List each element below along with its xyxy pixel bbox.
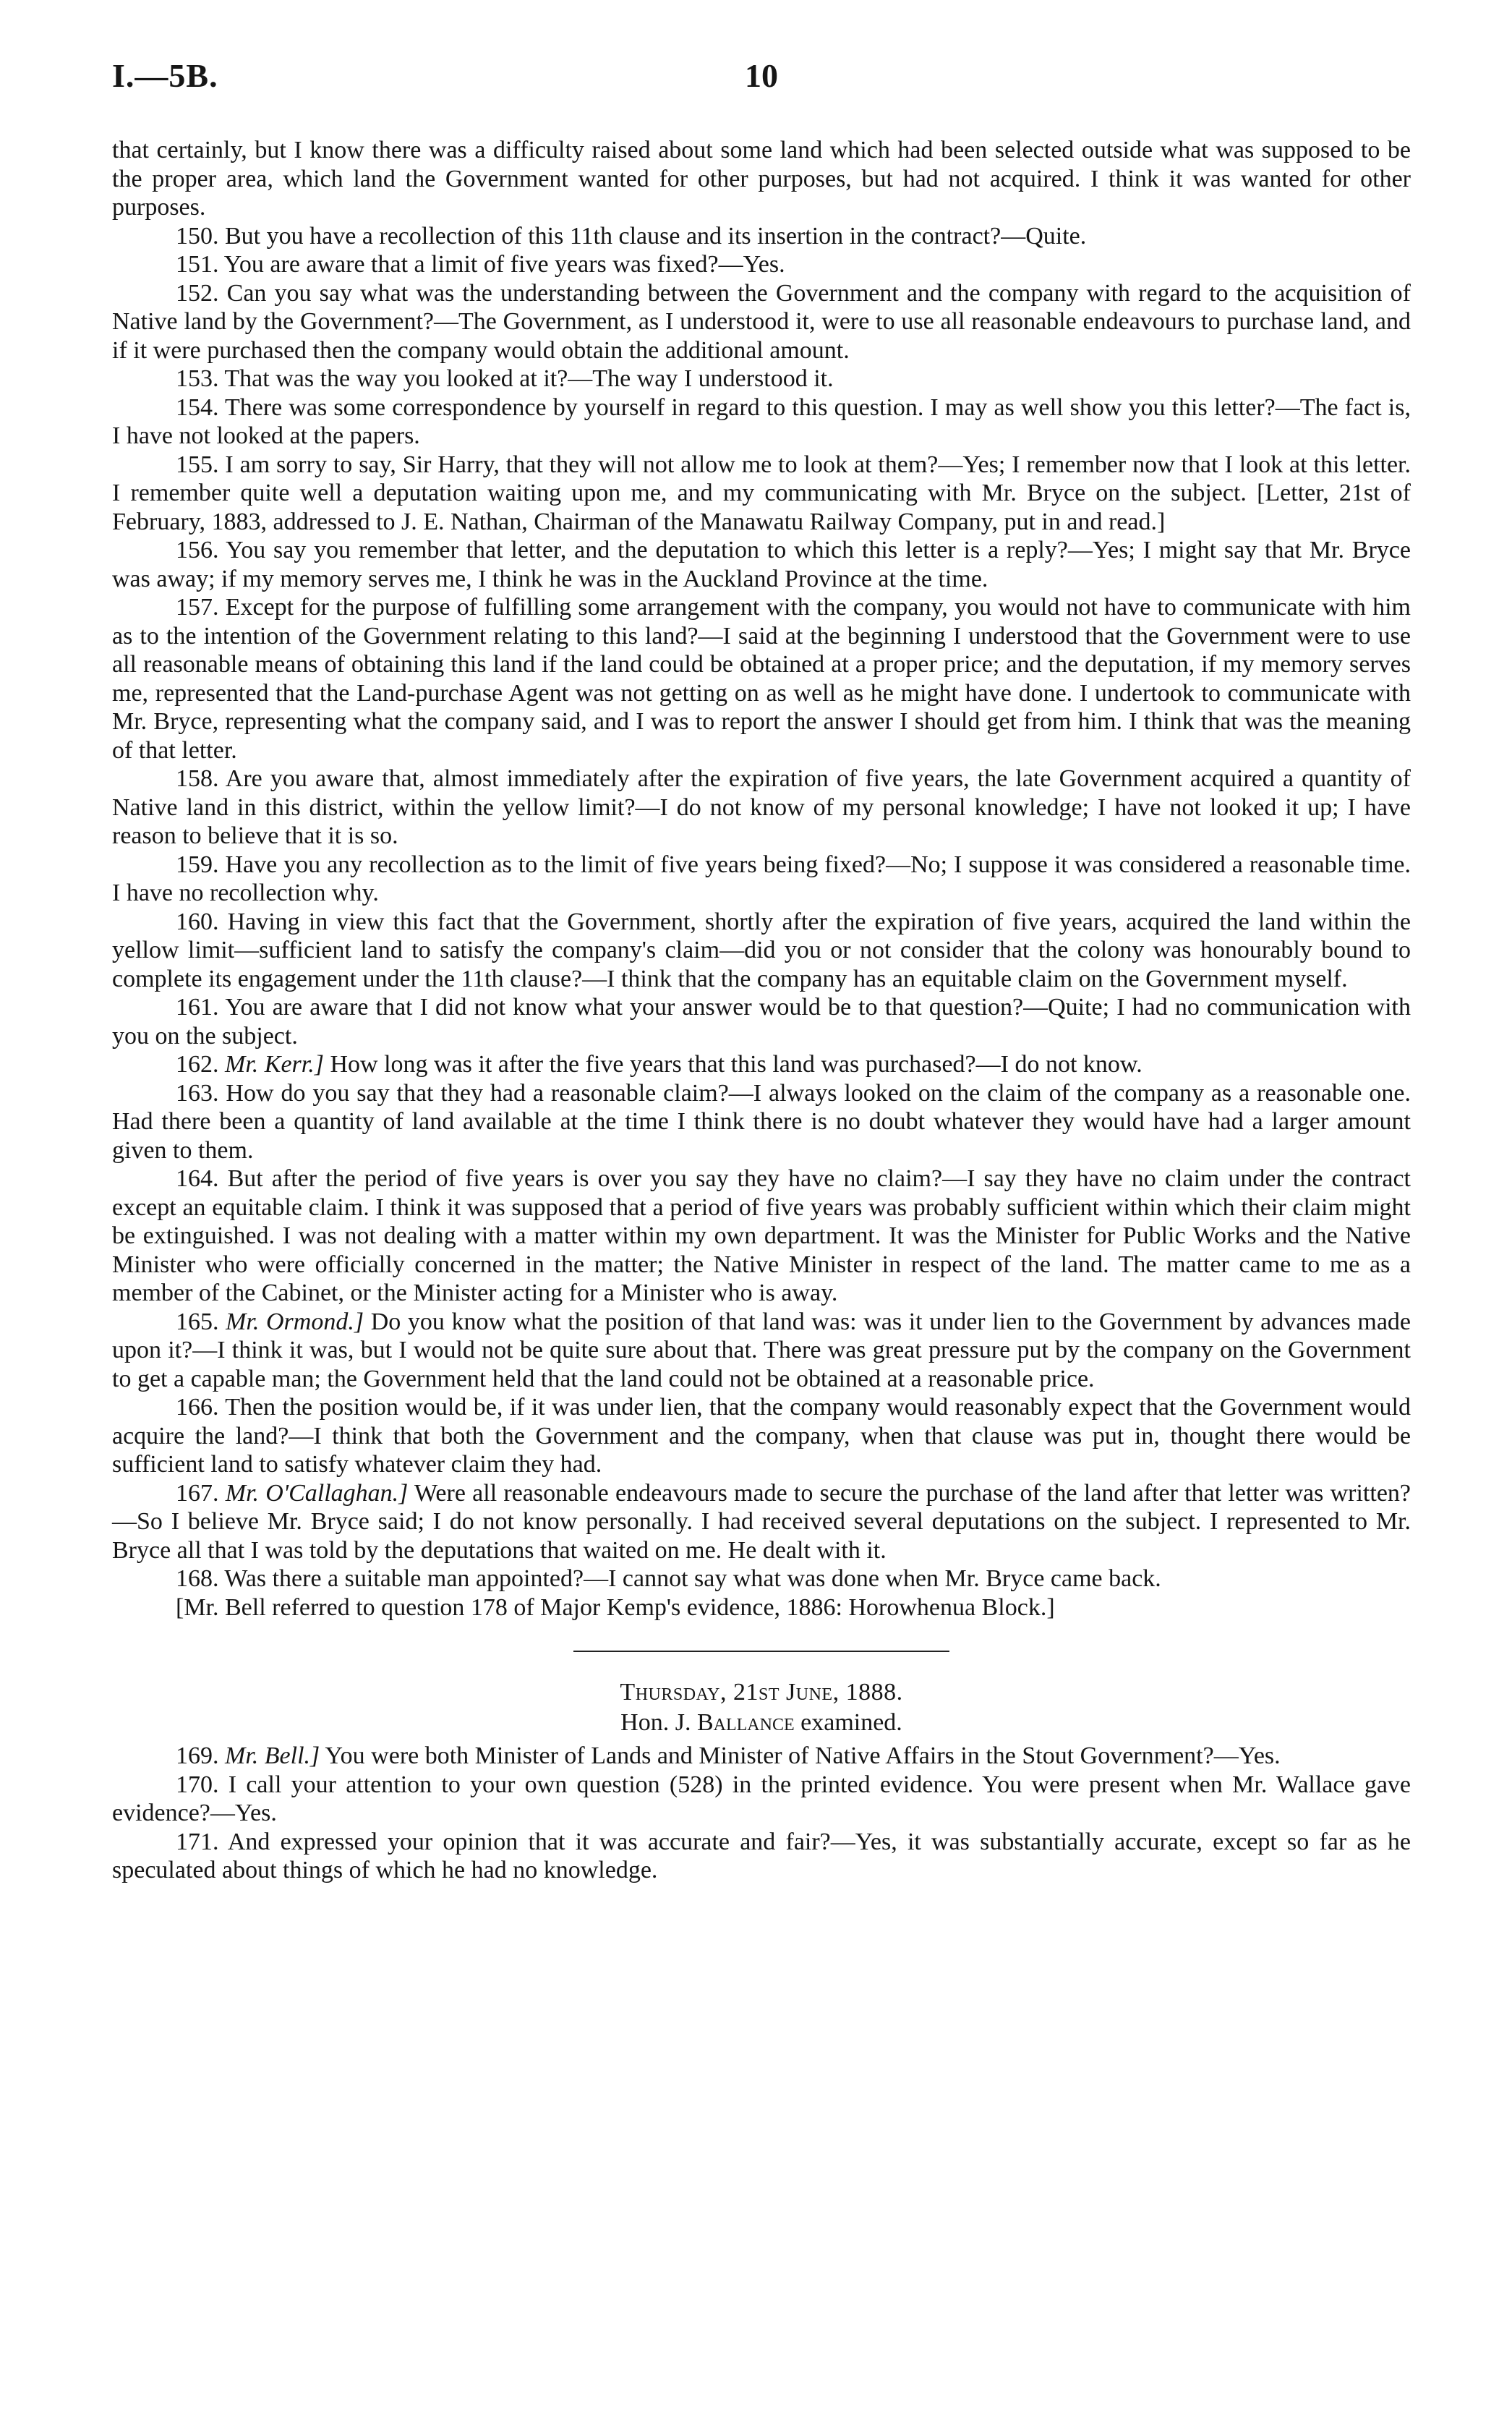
- document-body: [112, 136, 1411, 1885]
- session-date: Thursday, 21st June, 1888.: [620, 1679, 903, 1706]
- question-number: 151.: [176, 251, 219, 278]
- question-number: 166.: [176, 1394, 219, 1421]
- question-paragraph: [112, 451, 1411, 537]
- document-reference: I.—5B.: [112, 57, 218, 94]
- question-paragraph: [112, 1479, 1411, 1565]
- question-paragraph: [112, 1050, 1411, 1079]
- question-number: 158.: [176, 765, 219, 792]
- question-number: 169.: [176, 1742, 219, 1769]
- question-paragraph: [112, 1393, 1411, 1479]
- question-paragraph: [112, 1308, 1411, 1394]
- question-paragraph: [112, 365, 1411, 393]
- speaker-name: Mr. Ormond.]: [226, 1308, 364, 1335]
- question-text: There was some correspondence by yourself in regard to this question. I may as well show you this letter?—The fact is, I have not looked at the papers.: [112, 393, 1411, 449]
- question-number: 165.: [176, 1308, 219, 1335]
- question-number: 163.: [176, 1079, 219, 1107]
- question-text: You were both Minister of Lands and Minister of Native Affairs in the Stout Government?—Yes.: [325, 1742, 1281, 1769]
- question-text: Were all reasonable endeavours made to secure the purchase of the land after that letter was written?—So I believe Mr. Bryce said; I do not know personally. I had received several deputations on the subject. I represented to Mr. Bryce all that I was told by the deputations that waited on me. He dealt with it.: [112, 1479, 1411, 1564]
- question-number: 164.: [176, 1165, 219, 1192]
- question-text: But you have a recollection of this 11th clause and its insertion in the contract?—Quite.: [225, 222, 1087, 250]
- question-number: 162.: [176, 1051, 219, 1078]
- question-number: 168.: [176, 1565, 219, 1592]
- witness-name: Ballance: [696, 1709, 795, 1736]
- witness-heading: [112, 1707, 1411, 1739]
- question-text: Are you aware that, almost immediately after the expiration of five years, the late Government acquired a quantity of Native land in this district, within the yellow limit?—I do not know of my personal knowledge; I have not looked it up; I have reason to believe that it is so.: [112, 765, 1411, 849]
- question-text: Can you say what was the understanding between the Government and the company with regard to the acquisition of Native land by the Government?—The Government, as I understood it, were to use all reasonable endeavours to purchase land, and if it were purchased then the company would obtain the additional amount.: [112, 279, 1411, 364]
- question-paragraph: [112, 536, 1411, 593]
- question-text: I am sorry to say, Sir Harry, that they will not allow me to look at them?—Yes; I remember now that I look at this letter. I remember quite well a deputation waiting upon me, and my communicating with Mr. Bryce on the subject. [Letter, 21st of February, 1883, addressed to J. E. Nathan, Chairman of the Manawatu Railway Company, put in and read.]: [112, 451, 1411, 535]
- question-paragraph: [112, 222, 1411, 251]
- question-paragraph: [112, 908, 1411, 994]
- question-paragraph: [112, 393, 1411, 451]
- question-text: I call your attention to your own question (528) in the printed evidence. You were present when Mr. Wallace gave evidence?—Yes.: [112, 1771, 1411, 1826]
- question-text: You are aware that a limit of five years was fixed?—Yes.: [223, 251, 785, 278]
- question-number: 155.: [176, 451, 219, 478]
- speaker-name: Mr. Bell.]: [225, 1742, 320, 1769]
- question-number: 157.: [176, 594, 219, 621]
- question-text: But after the period of five years is over you say they have no claim?—I say they have no claim under the contract except an equitable claim. I think it was supposed that a period of five years was probably sufficient within which their claim might be extinguished. I was not dealing with a matter within my own department. It was the Minister for Public Works and the Native Minister who were officially concerned in the matter; the Native Minister in respect of the land. The matter came to me as a member of the Cabinet, or the Minister acting for a Minister who is away.: [112, 1165, 1411, 1306]
- question-number: 153.: [176, 365, 219, 392]
- question-text: Then the position would be, if it was under lien, that the company would reasonably expect that the Government would acquire the land?—I think that both the Government and the company, when that clause was put in, thought there would be sufficient land to satisfy whatever claim they had.: [112, 1394, 1411, 1478]
- question-paragraph: [112, 1079, 1411, 1165]
- question-paragraph: [112, 593, 1411, 765]
- question-number: 167.: [176, 1479, 219, 1507]
- question-number: 154.: [176, 393, 219, 421]
- speaker-name: Mr. Kerr.]: [225, 1051, 324, 1078]
- section-divider: [573, 1651, 949, 1652]
- question-paragraph: [112, 279, 1411, 365]
- question-text: Was there a suitable man appointed?—I cannot say what was done when Mr. Bryce came back.: [224, 1565, 1161, 1592]
- question-paragraph: [112, 1742, 1411, 1771]
- evidence-questions-bottom: [112, 1742, 1411, 1885]
- question-paragraph: [112, 1165, 1411, 1308]
- witness-suffix: examined.: [800, 1709, 902, 1736]
- bracketed-note: [Mr. Bell referred to question 178 of Major Kemp's evidence, 1886: Horowhenua Block.]: [176, 1593, 1055, 1621]
- question-number: 160.: [176, 908, 219, 935]
- question-text: How long was it after the five years that this land was purchased?—I do not know.: [330, 1051, 1142, 1078]
- question-paragraph: [112, 250, 1411, 279]
- page-number: 10: [745, 57, 778, 94]
- question-number: 156.: [176, 537, 219, 563]
- question-text: How do you say that they had a reasonable claim?—I always looked on the claim of the company as a reasonable one. Had there been a quantity of land available at the time I think there is no doubt whatever they would have had a larger amount given to them.: [112, 1079, 1411, 1164]
- question-text: that certainly, but I know there was a difficulty raised about some land which had been selected outside what was supposed to be the proper area, which land the Government wanted for other purposes, but had not acquired. I think it was wanted for other purposes.: [112, 137, 1411, 221]
- question-paragraph: [112, 993, 1411, 1050]
- question-text: Except for the purpose of fulfilling some arrangement with the company, you would not have to communicate with him as to the intention of the Government relating to this land?—I said at the beginning I understood that the Government were to use all reasonable means of obtaining this land if the land could be obtained at a proper price; and the deputation, if my memory serves me, represented that the Land-purchase Agent was not getting on as well as he might have done. I undertook to communicate with Mr. Bryce, representing what the company said, and I was to report the answer I should get from him. I think that was the meaning of that letter.: [112, 594, 1411, 764]
- question-text: And expressed your opinion that it was accurate and fair?—Yes, it was substantially accurate, except so far as he speculated about things of which he had no knowledge.: [112, 1828, 1411, 1883]
- speaker-name: Mr. O'Callaghan.]: [225, 1479, 409, 1507]
- question-number: 150.: [176, 222, 219, 250]
- question-number: 161.: [176, 994, 219, 1021]
- evidence-questions-top: [112, 136, 1411, 1593]
- question-text: You say you remember that letter, and the deputation to which this letter is a reply?—Yes; I might say that Mr. Bryce was away; if my memory serves me, I think he was in the Auckland Province at the time.: [112, 537, 1411, 592]
- question-text: Do you know what the position of that land was: was it under lien to the Government by advances made upon it?—I think it was, but I would not be quite sure about that. There was great pressure put by the company on the Government to get a capable man; the Government held that the land could not be obtained at a reasonable price.: [112, 1308, 1411, 1392]
- question-text: You are aware that I did not know what your answer would be to that question?—Quite; I had no communication with you on the subject.: [112, 994, 1411, 1050]
- question-paragraph: [112, 1771, 1411, 1828]
- page-header: [112, 56, 1411, 136]
- witness-prefix: Hon. J.: [620, 1709, 691, 1736]
- question-text: That was the way you looked at it?—The way I understood it.: [224, 365, 834, 392]
- question-number: 152.: [176, 279, 219, 307]
- question-text: Having in view this fact that the Government, shortly after the expiration of five years, acquired the land within the yellow limit—sufficient land to satisfy the company's claim—did you or not consider that the colony was honourably bound to complete its engagement under the 11th clause?—I think that the company has an equitable claim on the Government myself.: [112, 908, 1411, 992]
- question-paragraph: [112, 851, 1411, 908]
- question-paragraph: [112, 1828, 1411, 1885]
- question-paragraph: [112, 1565, 1411, 1593]
- question-number: 159.: [176, 851, 219, 878]
- question-text: Have you any recollection as to the limit of five years being fixed?—No; I suppose it was considered a reasonable time. I have no recollection why.: [112, 851, 1411, 906]
- question-number: 171.: [176, 1828, 219, 1855]
- question-paragraph: [112, 765, 1411, 851]
- continued-paragraph: [112, 136, 1411, 222]
- question-number: 170.: [176, 1771, 219, 1798]
